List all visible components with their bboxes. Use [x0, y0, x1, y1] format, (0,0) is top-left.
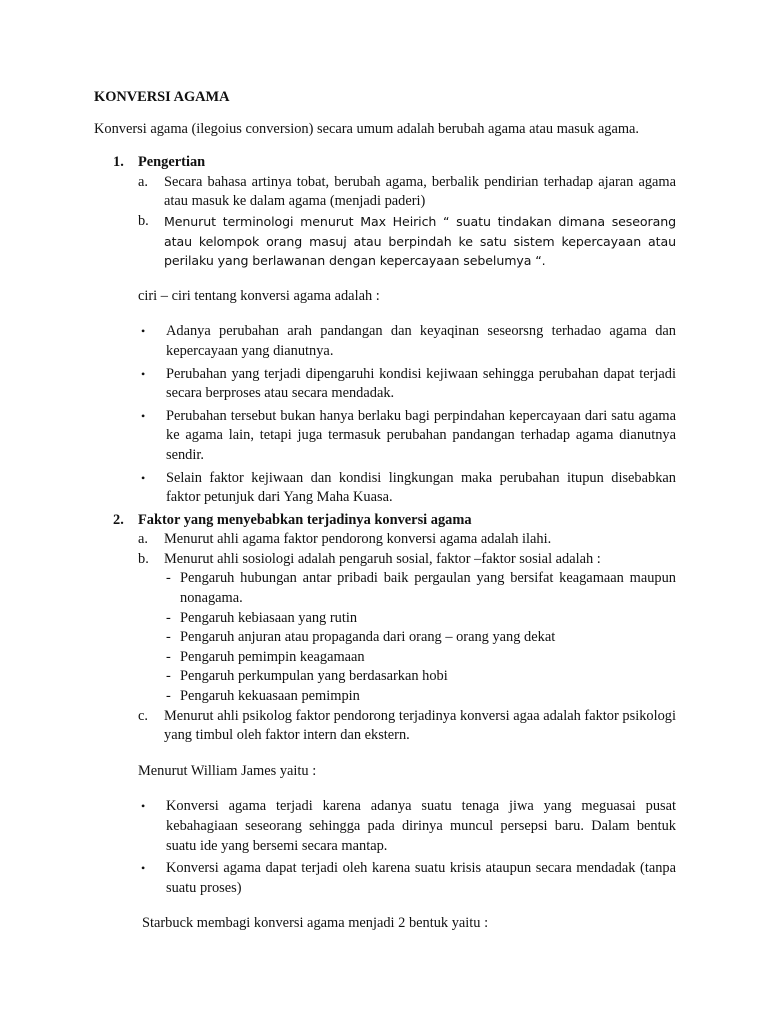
section-faktor: [94, 511, 676, 934]
bullet-text: Adanya perubahan arah pandangan dan keyaqinan seseorsng terhadao agama dan kepercayaan yang dianutnya.: [166, 323, 676, 359]
section-title: Pengertian: [138, 154, 206, 171]
section-number: 1.: [113, 154, 124, 171]
bullet-icon: •: [141, 324, 146, 339]
william-james-intro: Menurut William James yaitu :: [138, 762, 317, 779]
item-marker: a.: [138, 173, 148, 190]
list-item-b: [138, 212, 676, 271]
list-item: [138, 322, 676, 361]
dash-marker: -: [166, 570, 171, 587]
document-title: KONVERSI AGAMA: [94, 89, 230, 105]
dash-marker: -: [166, 688, 171, 705]
item-text: Menurut ahli sosiologi adalah pengaruh sosial, faktor –faktor sosial adalah :: [164, 550, 601, 567]
list-item: [162, 667, 676, 687]
list-item: [138, 407, 676, 466]
bullet-icon: •: [141, 861, 146, 876]
item-text: Menurut terminologi menurut Max Heirich “ suatu tindakan dimana seseorang atau kelompok orang masuj atau berpindah ke satu sistem kepercayaan atau perilaku yang berlawanan dengan kepercayaan sebelumya “.: [164, 213, 676, 269]
item-text: Secara bahasa artinya tobat, berubah agama, berbalik pendirian terhadap ajaran agama atau masuk ke dalam agama (menjadi paderi): [164, 173, 676, 210]
dash-marker: -: [166, 648, 171, 665]
bullet-text: Konversi agama dapat terjadi oleh karena suatu krisis ataupun secara mendadak (tanpa suatu proses): [166, 860, 676, 896]
list-item: [162, 609, 676, 629]
dash-text: Pengaruh perkumpulan yang berdasarkan hobi: [180, 668, 448, 685]
section-title: Faktor yang menyebabkan terjadinya konversi agama: [138, 511, 472, 528]
list-item-b: [138, 550, 676, 570]
bullet-text: Konversi agama terjadi karena adanya suatu tenaga jiwa yang meguasai pusat kebahagiaan seseorang sehingga pada dirinya muncul persepsi baru. Dalam bentuk suatu ide yang bersemi secara mantap.: [166, 798, 676, 854]
ciri-intro: ciri – ciri tentang konversi agama adalah :: [138, 287, 380, 304]
bullet-icon: •: [141, 408, 146, 423]
list-item-c: [138, 707, 676, 746]
dash-marker: -: [166, 668, 171, 685]
item-marker: b.: [138, 212, 149, 229]
social-factor-list: [162, 569, 676, 706]
section-pengertian: [94, 153, 676, 508]
bullet-icon: •: [141, 799, 146, 814]
item-text: Menurut ahli psikolog faktor pendorong terjadinya konversi agaa adalah faktor psikologi yang timbul oleh faktor intern dan ekstern.: [164, 707, 676, 744]
bullet-icon: •: [141, 366, 146, 381]
bullet-text: Perubahan tersebut bukan hanya berlaku bagi perpindahan kepercayaan dari satu agama ke agama lain, tetapi juga termasuk perubahan pandangan terhadap agama dianutnya sendir.: [166, 407, 676, 463]
list-item: [162, 648, 676, 668]
bullet-text: Perubahan yang terjadi dipengaruhi kondisi kejiwaan sehingga perubahan dapat terjadi secara berproses atau secara mendadak.: [166, 365, 676, 402]
dash-text: Pengaruh kekuasaan pemimpin: [180, 688, 360, 705]
list-item: [138, 469, 676, 508]
list-item: [138, 365, 676, 404]
document-content: [94, 88, 676, 934]
dash-text: Pengaruh pemimpin keagamaan: [180, 648, 365, 665]
item-marker: b.: [138, 550, 149, 567]
item-text: Menurut ahli agama faktor pendorong konversi agama adalah ilahi.: [164, 531, 552, 548]
list-item: [138, 797, 676, 856]
bullet-text: Selain faktor kejiwaan dan kondisi lingkungan maka perubahan itupun disebabkan faktor petunjuk dari Yang Maha Kuasa.: [166, 469, 676, 506]
william-james-bullet-list: [138, 797, 676, 898]
dash-text: Pengaruh hubungan antar pribadi baik pergaulan yang bersifat keagamaan maupun nonagama.: [180, 570, 676, 607]
list-item: [162, 687, 676, 707]
ciri-bullet-list: [138, 322, 676, 507]
dash-text: Pengaruh kebiasaan yang rutin: [180, 609, 358, 626]
list-item: [162, 569, 676, 608]
bullet-icon: •: [141, 470, 146, 485]
dash-marker: -: [166, 609, 171, 626]
starbuck-paragraph: Starbuck membagi konversi agama menjadi 2 bentuk yaitu :: [142, 915, 489, 932]
list-item: [138, 859, 676, 898]
item-marker: c.: [138, 707, 148, 724]
list-item-a: [138, 530, 676, 550]
section-number: 2.: [113, 511, 124, 528]
intro-paragraph: Konversi agama (ilegoius conversion) secara umum adalah berubah agama atau masuk agama.: [94, 120, 640, 137]
list-item: [162, 628, 676, 648]
list-item-a: [138, 173, 676, 212]
dash-text: Pengaruh anjuran atau propaganda dari orang – orang yang dekat: [180, 629, 556, 646]
item-marker: a.: [138, 531, 148, 548]
dash-marker: -: [166, 629, 171, 646]
